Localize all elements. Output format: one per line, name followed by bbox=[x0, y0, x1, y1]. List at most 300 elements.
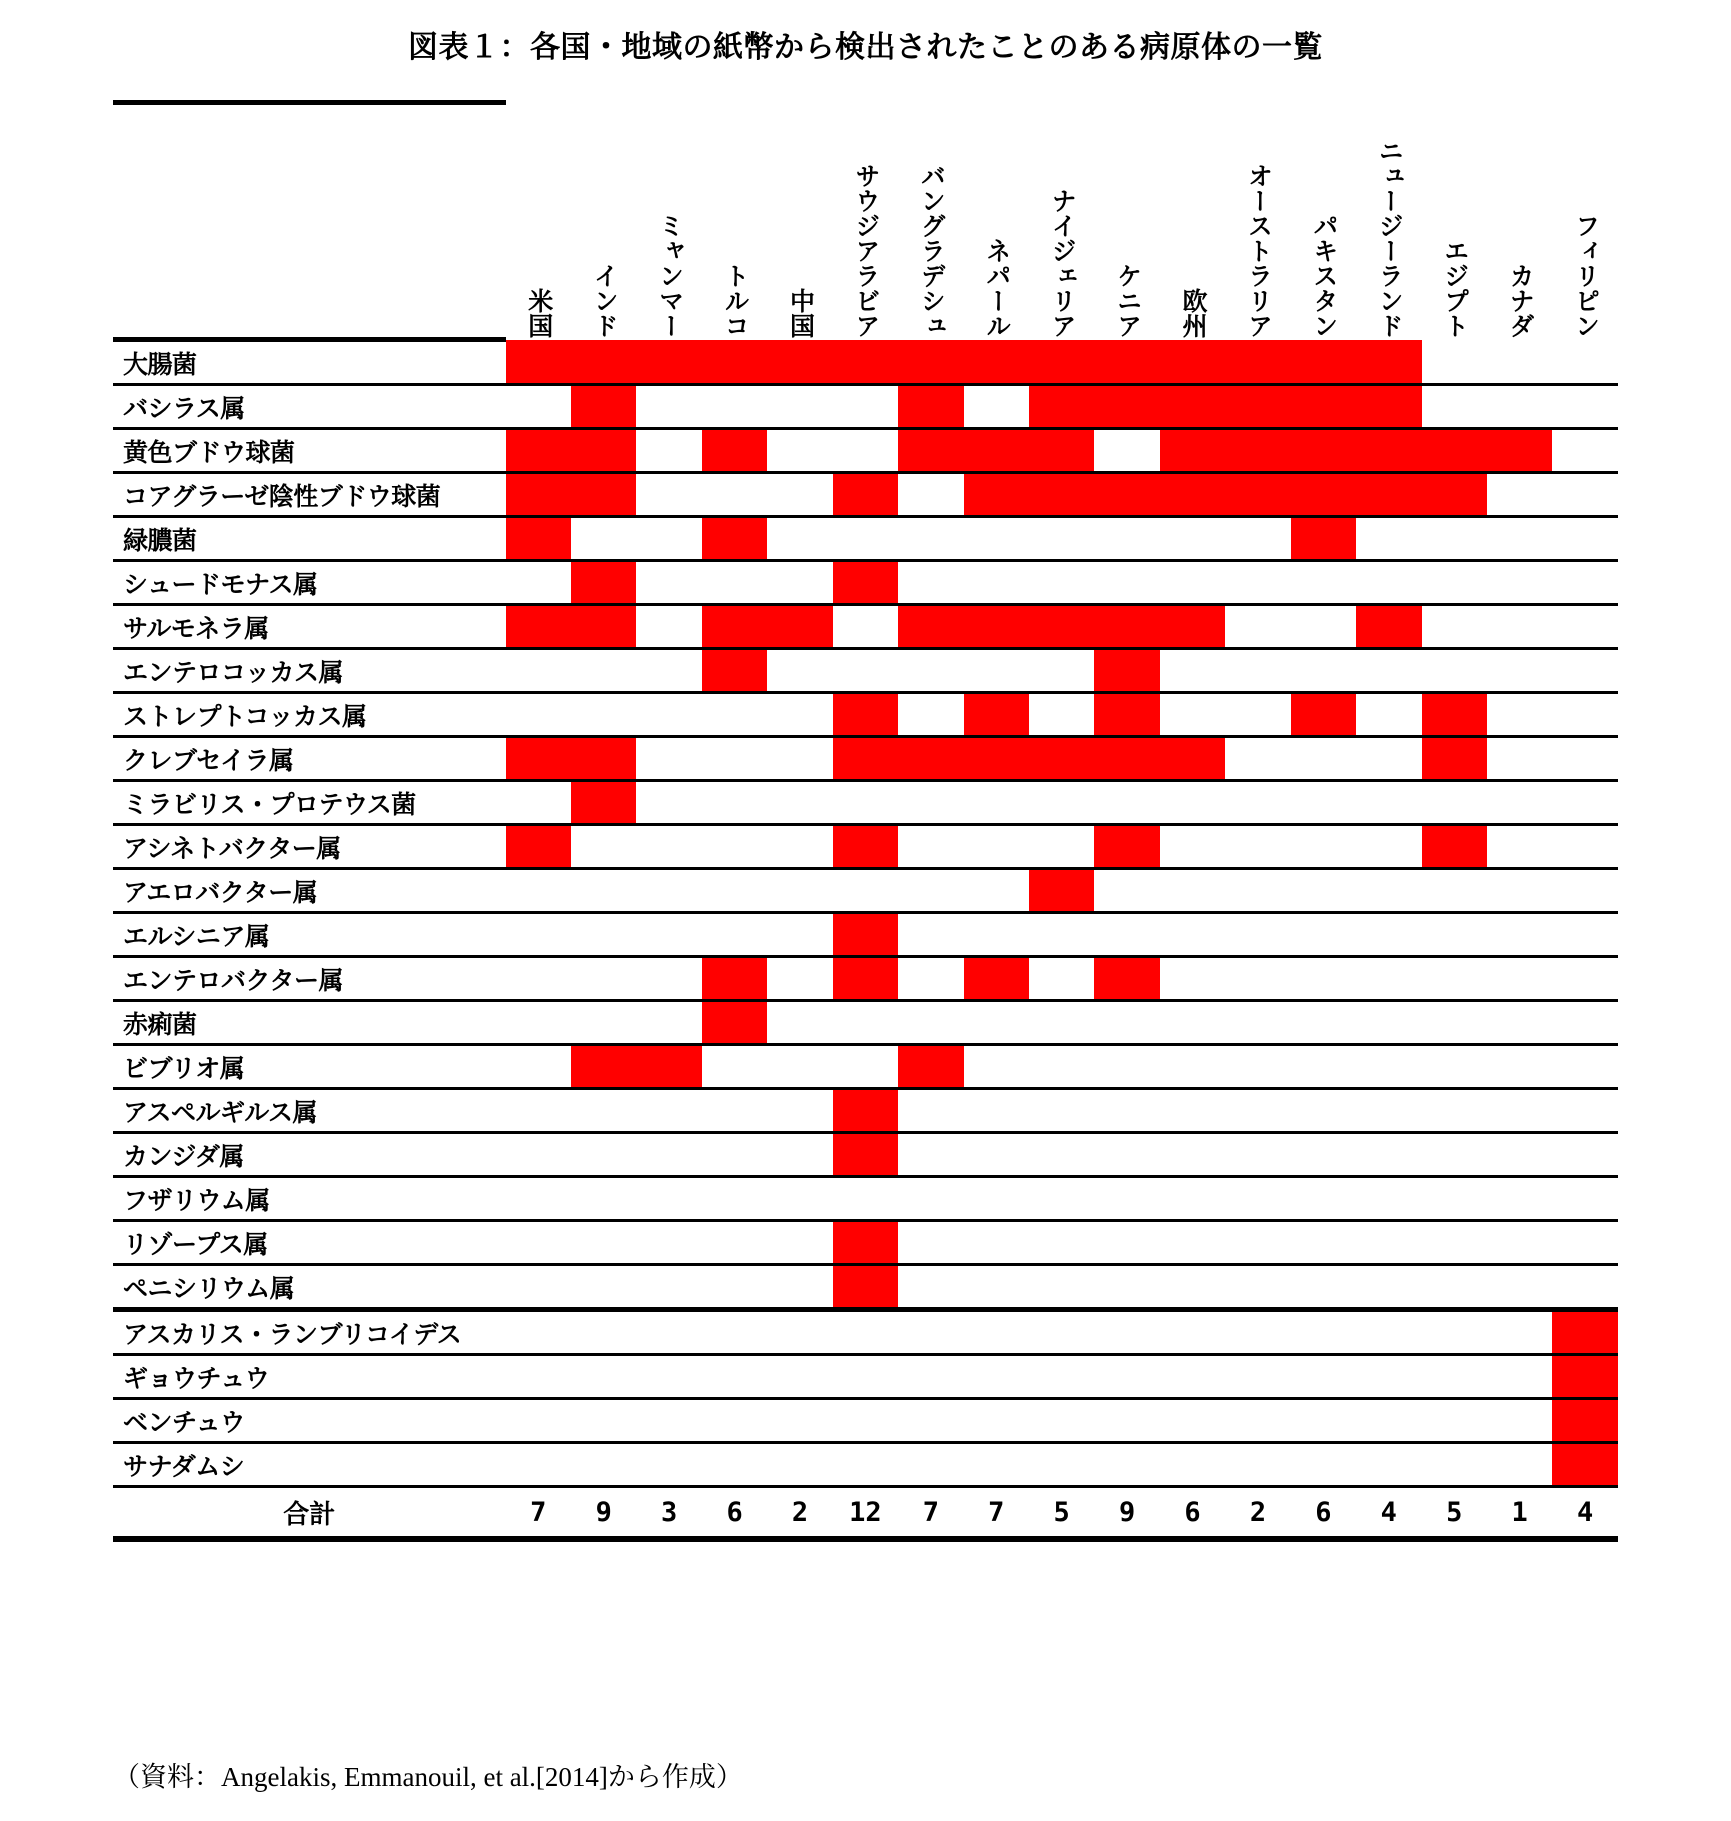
table-row bbox=[113, 693, 1618, 737]
matrix-cell-empty bbox=[898, 1177, 963, 1221]
matrix-cell-empty bbox=[702, 781, 767, 825]
pathogen-label: 緑膿菌 bbox=[113, 517, 506, 561]
pathogen-label: コアグラーゼ陰性ブドウ球菌 bbox=[113, 473, 506, 517]
matrix-cell-empty bbox=[1225, 781, 1290, 825]
matrix-cell-empty bbox=[1487, 1265, 1552, 1310]
matrix-cell-empty bbox=[1029, 517, 1094, 561]
matrix-cell-marked bbox=[898, 605, 963, 649]
matrix-cell-empty bbox=[1225, 517, 1290, 561]
matrix-cell-empty bbox=[1422, 1399, 1487, 1443]
matrix-cell-empty bbox=[571, 1177, 636, 1221]
matrix-cell-empty bbox=[1094, 1310, 1159, 1355]
pathogen-label: シュードモナス属 bbox=[113, 561, 506, 605]
table-row bbox=[113, 781, 1618, 825]
country-header-3 bbox=[636, 103, 701, 340]
matrix-cell-empty bbox=[1291, 605, 1356, 649]
totals-value-7: 7 bbox=[898, 1487, 963, 1540]
matrix-cell-marked bbox=[571, 385, 636, 429]
matrix-cell-empty bbox=[767, 473, 832, 517]
matrix-cell-empty bbox=[702, 1089, 767, 1133]
matrix-cell-empty bbox=[702, 1310, 767, 1355]
matrix-cell-empty bbox=[1422, 1001, 1487, 1045]
matrix-cell-empty bbox=[1422, 913, 1487, 957]
matrix-cell-empty bbox=[636, 869, 701, 913]
matrix-cell-marked bbox=[1225, 385, 1290, 429]
matrix-cell-empty bbox=[571, 1443, 636, 1487]
matrix-cell-empty bbox=[898, 649, 963, 693]
matrix-cell-empty bbox=[1291, 1355, 1356, 1399]
matrix-cell-empty bbox=[1422, 340, 1487, 385]
pathogen-label: 赤痢菌 bbox=[113, 1001, 506, 1045]
matrix-cell-empty bbox=[636, 1399, 701, 1443]
matrix-cell-empty bbox=[1225, 605, 1290, 649]
matrix-cell-empty bbox=[1225, 913, 1290, 957]
pathogen-label: エンテロバクター属 bbox=[113, 957, 506, 1001]
table-row bbox=[113, 825, 1618, 869]
matrix-cell-empty bbox=[767, 1045, 832, 1089]
matrix-cell-empty bbox=[636, 737, 701, 781]
matrix-cell-empty bbox=[1291, 1089, 1356, 1133]
matrix-cell-empty bbox=[702, 1133, 767, 1177]
matrix-grid bbox=[113, 100, 1618, 1542]
matrix-cell-empty bbox=[1160, 1133, 1225, 1177]
matrix-cell-empty bbox=[1160, 869, 1225, 913]
matrix-cell-empty bbox=[1291, 561, 1356, 605]
matrix-cell-marked bbox=[833, 1133, 898, 1177]
country-header-label: ニュージーランド bbox=[1375, 137, 1404, 338]
matrix-cell-marked bbox=[702, 649, 767, 693]
table-row bbox=[113, 605, 1618, 649]
matrix-cell-marked bbox=[898, 385, 963, 429]
matrix-cell-empty bbox=[767, 561, 832, 605]
matrix-cell-empty bbox=[1225, 1221, 1290, 1265]
matrix-cell-empty bbox=[1029, 1177, 1094, 1221]
matrix-cell-marked bbox=[506, 605, 571, 649]
matrix-cell-empty bbox=[1160, 1221, 1225, 1265]
matrix-cell-empty bbox=[767, 1310, 832, 1355]
matrix-cell-empty bbox=[1029, 1089, 1094, 1133]
matrix-cell-marked bbox=[833, 957, 898, 1001]
matrix-cell-marked bbox=[964, 429, 1029, 473]
country-header-8 bbox=[964, 103, 1029, 340]
matrix-cell-empty bbox=[833, 1045, 898, 1089]
matrix-cell-empty bbox=[1029, 825, 1094, 869]
matrix-cell-empty bbox=[1225, 1089, 1290, 1133]
matrix-cell-empty bbox=[1356, 1443, 1421, 1487]
matrix-cell-marked bbox=[1094, 473, 1159, 517]
matrix-cell-empty bbox=[964, 781, 1029, 825]
country-header-label: ネパール bbox=[982, 237, 1011, 338]
matrix-cell-empty bbox=[833, 1177, 898, 1221]
matrix-cell-empty bbox=[1356, 781, 1421, 825]
matrix-cell-marked bbox=[506, 825, 571, 869]
matrix-cell-empty bbox=[1422, 1089, 1487, 1133]
matrix-cell-empty bbox=[1094, 1265, 1159, 1310]
matrix-cell-marked bbox=[1029, 473, 1094, 517]
country-header-label: サウジアラビア bbox=[851, 162, 880, 338]
matrix-cell-empty bbox=[767, 1443, 832, 1487]
matrix-cell-empty bbox=[964, 1355, 1029, 1399]
matrix-cell-empty bbox=[571, 825, 636, 869]
matrix-cell-marked bbox=[636, 340, 701, 385]
matrix-cell-empty bbox=[898, 1133, 963, 1177]
matrix-cell-marked bbox=[1291, 693, 1356, 737]
matrix-cell-marked bbox=[1291, 429, 1356, 473]
matrix-cell-empty bbox=[1094, 561, 1159, 605]
matrix-cell-marked bbox=[1160, 473, 1225, 517]
totals-value-9: 5 bbox=[1029, 1487, 1094, 1540]
matrix-cell-empty bbox=[1552, 385, 1618, 429]
matrix-cell-empty bbox=[1487, 1443, 1552, 1487]
matrix-cell-empty bbox=[767, 737, 832, 781]
matrix-cell-empty bbox=[506, 1355, 571, 1399]
matrix-cell-marked bbox=[506, 340, 571, 385]
matrix-cell-empty bbox=[571, 957, 636, 1001]
totals-value-10: 9 bbox=[1094, 1487, 1159, 1540]
matrix-cell-empty bbox=[1422, 1177, 1487, 1221]
matrix-cell-empty bbox=[636, 1133, 701, 1177]
matrix-cell-empty bbox=[702, 1355, 767, 1399]
matrix-cell-empty bbox=[964, 913, 1029, 957]
pathogen-label: サナダムシ bbox=[113, 1443, 506, 1487]
country-header-12 bbox=[1225, 103, 1290, 340]
matrix-cell-empty bbox=[506, 1001, 571, 1045]
table-row bbox=[113, 1310, 1618, 1355]
pathogen-label: サルモネラ属 bbox=[113, 605, 506, 649]
matrix-cell-empty bbox=[506, 1443, 571, 1487]
matrix-cell-empty bbox=[506, 385, 571, 429]
matrix-cell-empty bbox=[506, 869, 571, 913]
matrix-cell-empty bbox=[767, 385, 832, 429]
matrix-cell-marked bbox=[1029, 869, 1094, 913]
matrix-cell-empty bbox=[1029, 913, 1094, 957]
matrix-cell-marked bbox=[1422, 429, 1487, 473]
table-row bbox=[113, 913, 1618, 957]
totals-value-8: 7 bbox=[964, 1487, 1029, 1540]
matrix-cell-marked bbox=[1356, 473, 1421, 517]
pathogen-label: アエロバクター属 bbox=[113, 869, 506, 913]
matrix-cell-empty bbox=[1225, 825, 1290, 869]
matrix-cell-marked bbox=[702, 340, 767, 385]
matrix-cell-empty bbox=[1225, 1001, 1290, 1045]
matrix-cell-empty bbox=[571, 517, 636, 561]
table-row bbox=[113, 1001, 1618, 1045]
table-row bbox=[113, 1045, 1618, 1089]
matrix-cell-marked bbox=[1552, 1310, 1618, 1355]
matrix-cell-marked bbox=[1094, 737, 1159, 781]
country-header-label: 米国 bbox=[524, 287, 553, 338]
country-header-label: ミャンマー bbox=[655, 212, 684, 338]
matrix-cell-marked bbox=[833, 1089, 898, 1133]
matrix-cell-empty bbox=[1487, 605, 1552, 649]
matrix-cell-empty bbox=[1552, 913, 1618, 957]
matrix-cell-empty bbox=[1029, 1221, 1094, 1265]
matrix-cell-empty bbox=[702, 1221, 767, 1265]
country-header-label: パキスタン bbox=[1309, 212, 1338, 338]
matrix-cell-empty bbox=[1552, 1133, 1618, 1177]
matrix-cell-empty bbox=[898, 1221, 963, 1265]
matrix-cell-empty bbox=[1160, 1089, 1225, 1133]
matrix-cell-empty bbox=[767, 649, 832, 693]
matrix-cell-empty bbox=[636, 1355, 701, 1399]
matrix-cell-empty bbox=[1225, 737, 1290, 781]
matrix-cell-marked bbox=[702, 429, 767, 473]
matrix-cell-empty bbox=[506, 1399, 571, 1443]
matrix-cell-empty bbox=[1487, 649, 1552, 693]
matrix-cell-empty bbox=[898, 825, 963, 869]
table-row bbox=[113, 1355, 1618, 1399]
matrix-cell-marked bbox=[1029, 429, 1094, 473]
matrix-cell-marked bbox=[1291, 517, 1356, 561]
matrix-cell-marked bbox=[571, 781, 636, 825]
matrix-cell-marked bbox=[1094, 605, 1159, 649]
matrix-cell-empty bbox=[702, 1177, 767, 1221]
matrix-cell-empty bbox=[1029, 1133, 1094, 1177]
matrix-cell-empty bbox=[1487, 1310, 1552, 1355]
matrix-cell-marked bbox=[506, 737, 571, 781]
matrix-cell-empty bbox=[898, 1001, 963, 1045]
matrix-cell-empty bbox=[833, 385, 898, 429]
matrix-cell-marked bbox=[1160, 340, 1225, 385]
matrix-cell-empty bbox=[636, 385, 701, 429]
matrix-cell-empty bbox=[1160, 1355, 1225, 1399]
matrix-cell-marked bbox=[1160, 385, 1225, 429]
country-header-2 bbox=[571, 103, 636, 340]
matrix-cell-empty bbox=[1422, 957, 1487, 1001]
matrix-cell-empty bbox=[702, 1399, 767, 1443]
matrix-cell-empty bbox=[964, 1310, 1029, 1355]
matrix-cell-empty bbox=[1225, 1133, 1290, 1177]
matrix-cell-marked bbox=[1094, 649, 1159, 693]
matrix-cell-empty bbox=[767, 913, 832, 957]
matrix-footer bbox=[113, 1487, 1618, 1540]
matrix-cell-empty bbox=[1094, 1443, 1159, 1487]
matrix-cell-marked bbox=[1160, 737, 1225, 781]
matrix-cell-marked bbox=[1094, 825, 1159, 869]
matrix-cell-empty bbox=[1291, 825, 1356, 869]
matrix-cell-marked bbox=[571, 561, 636, 605]
matrix-cell-empty bbox=[1291, 1265, 1356, 1310]
matrix-cell-marked bbox=[702, 1001, 767, 1045]
matrix-cell-marked bbox=[1422, 693, 1487, 737]
matrix-cell-empty bbox=[1356, 649, 1421, 693]
matrix-cell-empty bbox=[571, 1133, 636, 1177]
matrix-cell-marked bbox=[1356, 605, 1421, 649]
matrix-cell-empty bbox=[702, 737, 767, 781]
matrix-cell-marked bbox=[636, 1045, 701, 1089]
matrix-cell-empty bbox=[1225, 957, 1290, 1001]
pathogen-label: ペニシリウム属 bbox=[113, 1265, 506, 1310]
corner-cell bbox=[113, 103, 506, 340]
matrix-cell-empty bbox=[506, 1133, 571, 1177]
table-row bbox=[113, 1133, 1618, 1177]
matrix-cell-empty bbox=[1291, 1221, 1356, 1265]
matrix-cell-empty bbox=[1422, 561, 1487, 605]
matrix-cell-empty bbox=[1225, 1355, 1290, 1399]
matrix-cell-empty bbox=[1160, 1399, 1225, 1443]
matrix-cell-empty bbox=[833, 649, 898, 693]
matrix-cell-empty bbox=[833, 429, 898, 473]
matrix-cell-empty bbox=[898, 781, 963, 825]
matrix-cell-empty bbox=[506, 1045, 571, 1089]
matrix-cell-marked bbox=[833, 1265, 898, 1310]
matrix-cell-empty bbox=[506, 1089, 571, 1133]
matrix-cell-marked bbox=[506, 473, 571, 517]
matrix-cell-empty bbox=[767, 1221, 832, 1265]
matrix-cell-marked bbox=[571, 605, 636, 649]
country-header-11 bbox=[1160, 103, 1225, 340]
matrix-cell-marked bbox=[1356, 340, 1421, 385]
totals-value-17: 4 bbox=[1552, 1487, 1618, 1540]
table-row bbox=[113, 561, 1618, 605]
matrix-cell-empty bbox=[1291, 1133, 1356, 1177]
totals-value-1: 7 bbox=[506, 1487, 571, 1540]
matrix-cell-empty bbox=[1160, 1310, 1225, 1355]
matrix-cell-marked bbox=[1160, 429, 1225, 473]
matrix-cell-marked bbox=[1552, 1443, 1618, 1487]
matrix-cell-empty bbox=[1552, 1177, 1618, 1221]
matrix-cell-empty bbox=[506, 561, 571, 605]
matrix-cell-empty bbox=[1291, 957, 1356, 1001]
matrix-cell-empty bbox=[636, 517, 701, 561]
matrix-cell-empty bbox=[1029, 957, 1094, 1001]
matrix-cell-empty bbox=[1225, 1265, 1290, 1310]
matrix-cell-marked bbox=[898, 1045, 963, 1089]
matrix-cell-marked bbox=[833, 737, 898, 781]
matrix-cell-empty bbox=[1552, 825, 1618, 869]
figure-title: 図表１：各国・地域の紙幣から検出されたことのある病原体の一覧 bbox=[408, 31, 1323, 64]
table-row bbox=[113, 1265, 1618, 1310]
matrix-cell-empty bbox=[1029, 1443, 1094, 1487]
pathogen-label: フザリウム属 bbox=[113, 1177, 506, 1221]
matrix-cell-empty bbox=[506, 693, 571, 737]
matrix-cell-empty bbox=[767, 1001, 832, 1045]
matrix-cell-empty bbox=[1552, 1001, 1618, 1045]
matrix-cell-empty bbox=[898, 1355, 963, 1399]
matrix-cell-empty bbox=[1225, 869, 1290, 913]
matrix-cell-empty bbox=[1422, 1443, 1487, 1487]
matrix-cell-empty bbox=[964, 1399, 1029, 1443]
matrix-cell-empty bbox=[833, 1355, 898, 1399]
matrix-cell-empty bbox=[1422, 1355, 1487, 1399]
matrix-cell-marked bbox=[964, 340, 1029, 385]
matrix-cell-empty bbox=[898, 1089, 963, 1133]
matrix-cell-empty bbox=[1487, 1355, 1552, 1399]
matrix-cell-empty bbox=[506, 649, 571, 693]
matrix-cell-empty bbox=[1356, 1177, 1421, 1221]
matrix-cell-empty bbox=[1225, 1399, 1290, 1443]
matrix-cell-empty bbox=[506, 1221, 571, 1265]
matrix-cell-empty bbox=[636, 605, 701, 649]
pathogen-label: クレブセイラ属 bbox=[113, 737, 506, 781]
matrix-cell-empty bbox=[702, 913, 767, 957]
matrix-cell-empty bbox=[1094, 1399, 1159, 1443]
matrix-cell-empty bbox=[1356, 561, 1421, 605]
table-row bbox=[113, 869, 1618, 913]
country-header-1 bbox=[506, 103, 571, 340]
matrix-cell-marked bbox=[1291, 385, 1356, 429]
matrix-cell-empty bbox=[571, 1310, 636, 1355]
matrix-cell-empty bbox=[898, 1310, 963, 1355]
country-header-label: インド bbox=[590, 262, 619, 338]
matrix-cell-empty bbox=[702, 693, 767, 737]
matrix-cell-empty bbox=[767, 957, 832, 1001]
table-row bbox=[113, 649, 1618, 693]
matrix-cell-empty bbox=[1356, 1089, 1421, 1133]
matrix-cell-empty bbox=[1552, 737, 1618, 781]
totals-value-6: 12 bbox=[833, 1487, 898, 1540]
matrix-cell-empty bbox=[898, 1443, 963, 1487]
matrix-cell-marked bbox=[1094, 385, 1159, 429]
matrix-cell-marked bbox=[767, 605, 832, 649]
matrix-cell-empty bbox=[1291, 1310, 1356, 1355]
matrix-cell-empty bbox=[506, 1265, 571, 1310]
totals-value-15: 5 bbox=[1422, 1487, 1487, 1540]
matrix-cell-empty bbox=[767, 1355, 832, 1399]
matrix-cell-empty bbox=[1225, 693, 1290, 737]
matrix-cell-empty bbox=[636, 825, 701, 869]
matrix-cell-empty bbox=[964, 1221, 1029, 1265]
pathogen-label: アシネトバクター属 bbox=[113, 825, 506, 869]
totals-value-2: 9 bbox=[571, 1487, 636, 1540]
matrix-cell-empty bbox=[1552, 561, 1618, 605]
totals-value-12: 2 bbox=[1225, 1487, 1290, 1540]
matrix-cell-empty bbox=[1356, 1310, 1421, 1355]
matrix-cell-empty bbox=[1094, 517, 1159, 561]
matrix-cell-marked bbox=[833, 913, 898, 957]
matrix-cell-marked bbox=[1422, 737, 1487, 781]
matrix-cell-empty bbox=[636, 781, 701, 825]
country-header-7 bbox=[898, 103, 963, 340]
matrix-cell-empty bbox=[1291, 1443, 1356, 1487]
matrix-cell-empty bbox=[1422, 517, 1487, 561]
matrix-cell-empty bbox=[636, 1265, 701, 1310]
matrix-cell-empty bbox=[636, 649, 701, 693]
matrix-cell-empty bbox=[964, 1089, 1029, 1133]
country-header-label: オーストラリア bbox=[1244, 162, 1273, 338]
matrix-cell-empty bbox=[1356, 1133, 1421, 1177]
matrix-cell-empty bbox=[702, 561, 767, 605]
matrix-cell-marked bbox=[1094, 957, 1159, 1001]
matrix-cell-empty bbox=[1422, 385, 1487, 429]
matrix-cell-empty bbox=[1487, 693, 1552, 737]
matrix-cell-empty bbox=[702, 473, 767, 517]
matrix-cell-empty bbox=[1094, 1045, 1159, 1089]
matrix-cell-empty bbox=[1422, 1133, 1487, 1177]
matrix-cell-empty bbox=[1160, 781, 1225, 825]
matrix-cell-marked bbox=[1291, 340, 1356, 385]
matrix-cell-marked bbox=[702, 957, 767, 1001]
matrix-cell-empty bbox=[1291, 1399, 1356, 1443]
matrix-cell-empty bbox=[1160, 517, 1225, 561]
matrix-cell-empty bbox=[1552, 693, 1618, 737]
matrix-cell-empty bbox=[1356, 1045, 1421, 1089]
country-header-label: トルコ bbox=[721, 262, 750, 338]
pathogen-label: カンジダ属 bbox=[113, 1133, 506, 1177]
matrix-cell-marked bbox=[702, 517, 767, 561]
matrix-cell-empty bbox=[1487, 385, 1552, 429]
matrix-cell-empty bbox=[571, 913, 636, 957]
table-row bbox=[113, 1089, 1618, 1133]
matrix-cell-empty bbox=[1291, 869, 1356, 913]
matrix-cell-empty bbox=[636, 957, 701, 1001]
matrix-cell-empty bbox=[1160, 913, 1225, 957]
country-header-6 bbox=[833, 103, 898, 340]
totals-value-13: 6 bbox=[1291, 1487, 1356, 1540]
matrix-cell-marked bbox=[1225, 340, 1290, 385]
matrix-cell-empty bbox=[1356, 913, 1421, 957]
matrix-cell-empty bbox=[1356, 957, 1421, 1001]
